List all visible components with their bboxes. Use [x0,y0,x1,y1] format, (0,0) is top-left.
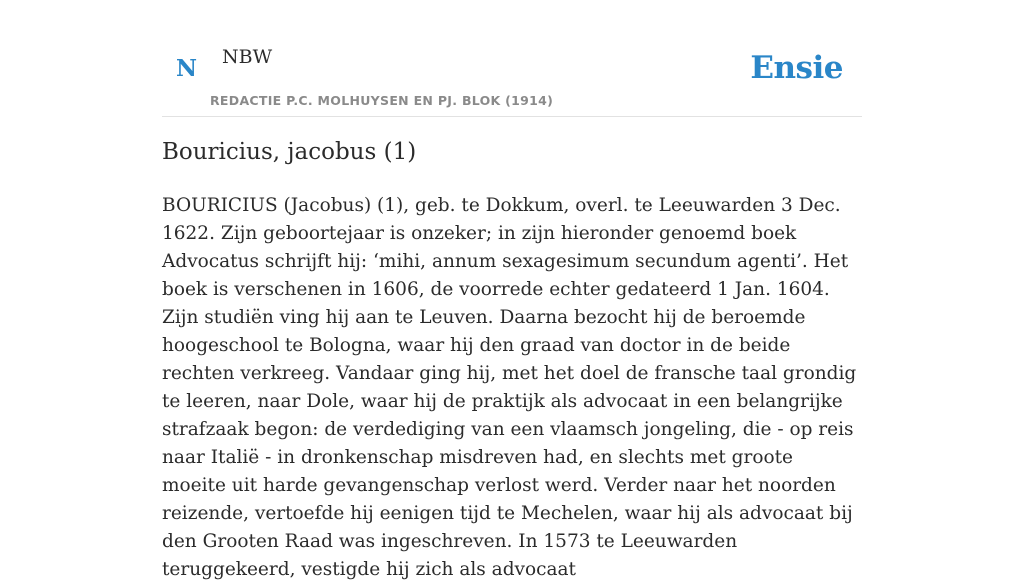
source-name[interactable]: NBW [222,46,273,68]
entry-title: Bouricius, jacobus (1) [162,139,417,165]
brand-logo[interactable]: Ensie [750,50,843,86]
source-header [162,0,862,117]
source-logo[interactable]: N [176,55,198,82]
entry-body: BOURICIUS (Jacobus) (1), geb. te Dokkum, overl. te Leeuwarden 3 Dec. 1622. Zijn geboortejaar is onzeker; in zijn hieronder genoemd boek Advocatus schrijft hij: ‘mihi, annum sexagesimum secundum agenti’. Het boek is verschenen in 1606, de voorrede echter gedateerd 1 Jan. 1604. Zijn studiën ving hij aan te Leuven. Daarna bezocht hij de beroemde hoogeschool te Bologna, waar hij den graad van doctor in de beide rechten verkreeg. Vandaar ging hij, met het doel de fransche taal grondig te leeren, naar Dole, waar hij de praktijk als advocaat in een belangrijke strafzaak begon: de verdediging van een vlaamsch jongeling, die - op reis naar Italië - in dronkenschap misdreven had, en slechts met groote moeite uit harde gevangenschap verlost werd. Verder naar het noorden reizende, vertoefde hij eenigen tijd te Mechelen, waar hij als advocaat bij den Grooten Raad was ingeschreven. In 1573 te Leeuwarden teruggekeerd, vestigde hij zich als advocaat [162,195,857,580]
source-editors: REDACTIE P.C. MOLHUYSEN EN PJ. BLOK (1914) [210,93,554,108]
